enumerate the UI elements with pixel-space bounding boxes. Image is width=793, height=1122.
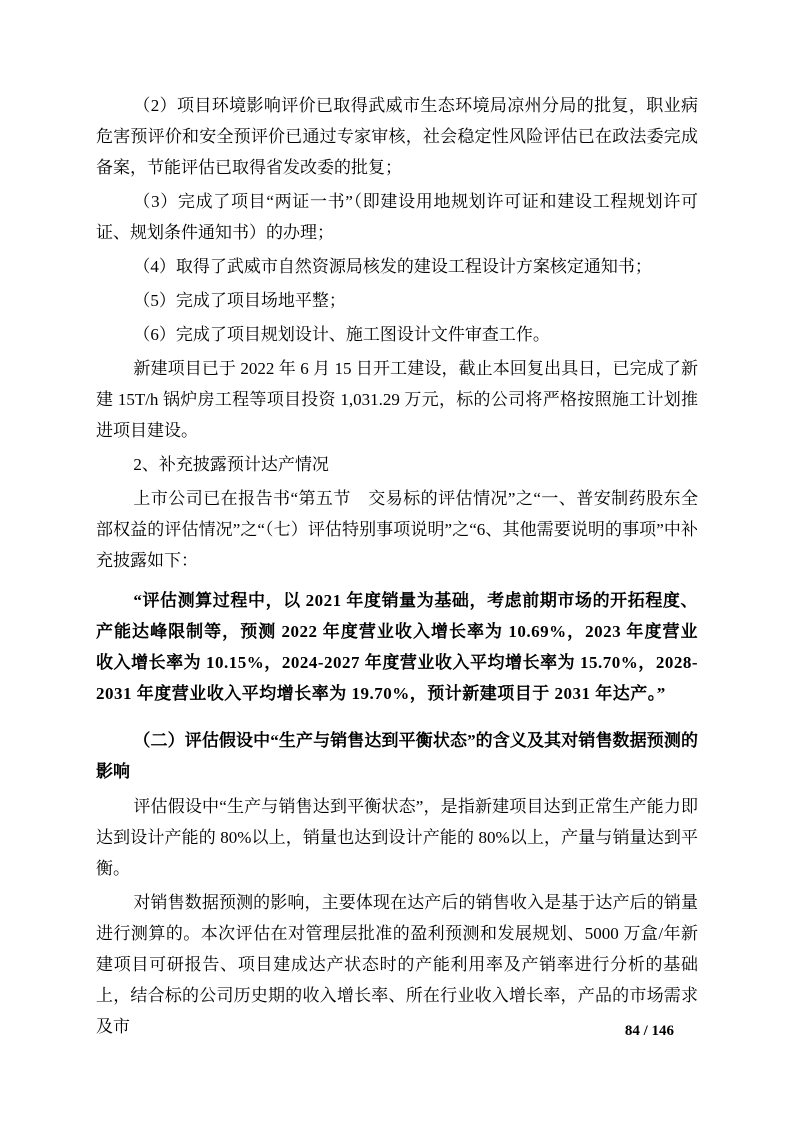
document-body bbox=[96, 90, 698, 1045]
page-number: 84 / 146 bbox=[624, 1023, 674, 1039]
item-3-permits-handling: （3）完成了项目“两证一书”（即建设用地规划许可证和建设工程规划许可证、规划条件通知书）的办理； bbox=[96, 192, 698, 242]
subheading-supplementary-disclosure: 2、补充披露预计达产情况 bbox=[133, 455, 329, 474]
item-4-design-plan-notice: （4）取得了武威市自然资源局核发的建设工程设计方案核定通知书； bbox=[133, 257, 652, 276]
quoted-assessment-forecast: “评估测算过程中，以 2021 年度销量为基础，考虑前期市场的开拓程度、产能达峰限制等，预测 2022 年度营业收入增长率为 10.69%，2023 年度营业收入增长率为 10.15%，2024-2027 年度营业收入平均增长率为 15.70%，2028-2031 年度营业收入平均增长率为 19.70%，预计新建项目于 2031 年达产。” bbox=[96, 591, 698, 703]
item-5-site-leveling: （5）完成了项目场地平整； bbox=[133, 291, 346, 310]
item-6-design-review: （6）完成了项目规划设计、施工图设计文件审查工作。 bbox=[133, 325, 550, 344]
balance-state-definition-paragraph: 评估假设中“生产与销售达到平衡状态”，是指新建项目达到正常生产能力即达到设计产能的 80%以上，销量也达到设计产能的 80%以上，产量与销量达到平衡。 bbox=[96, 797, 698, 878]
section-heading-balance-state: （二）评估假设中“生产与销售达到平衡状态”的含义及其对销售数据预测的影响 bbox=[96, 731, 698, 781]
item-2-environmental-approval: （2）项目环境影响评价已取得武威市生态环境局凉州分局的批复，职业病危害预评价和安全预评价已通过专家审核，社会稳定性风险评估已在政法委完成备案，节能评估已取得省发改委的批复； bbox=[96, 96, 698, 177]
disclosure-location-paragraph: 上市公司已在报告书“第五节 交易标的评估情况”之“一、普安制药股东全部权益的评估情况”之“（七）评估特别事项说明”之“6、其他需要说明的事项”中补充披露如下： bbox=[96, 489, 698, 570]
construction-progress-paragraph: 新建项目已于 2022 年 6 月 15 日开工建设，截止本回复出具日，已完成了新建 15T/h 锅炉房工程等项目投资 1,031.29 万元，标的公司将严格按照施工计划推进项目建设。 bbox=[96, 359, 698, 440]
sales-forecast-impact-paragraph: 对销售数据预测的影响，主要体现在达产后的销售收入是基于达产后的销量进行测算的。本次评估在对管理层批准的盈利预测和发展规划、5000 万盒/年新建项目可研报告、项目建成达产状态时的产能利用率及产销率进行分析的基础上，结合标的公司历史期的收入增长率、所在行业收入增长率，产品的市场需求及市 bbox=[96, 893, 698, 1036]
